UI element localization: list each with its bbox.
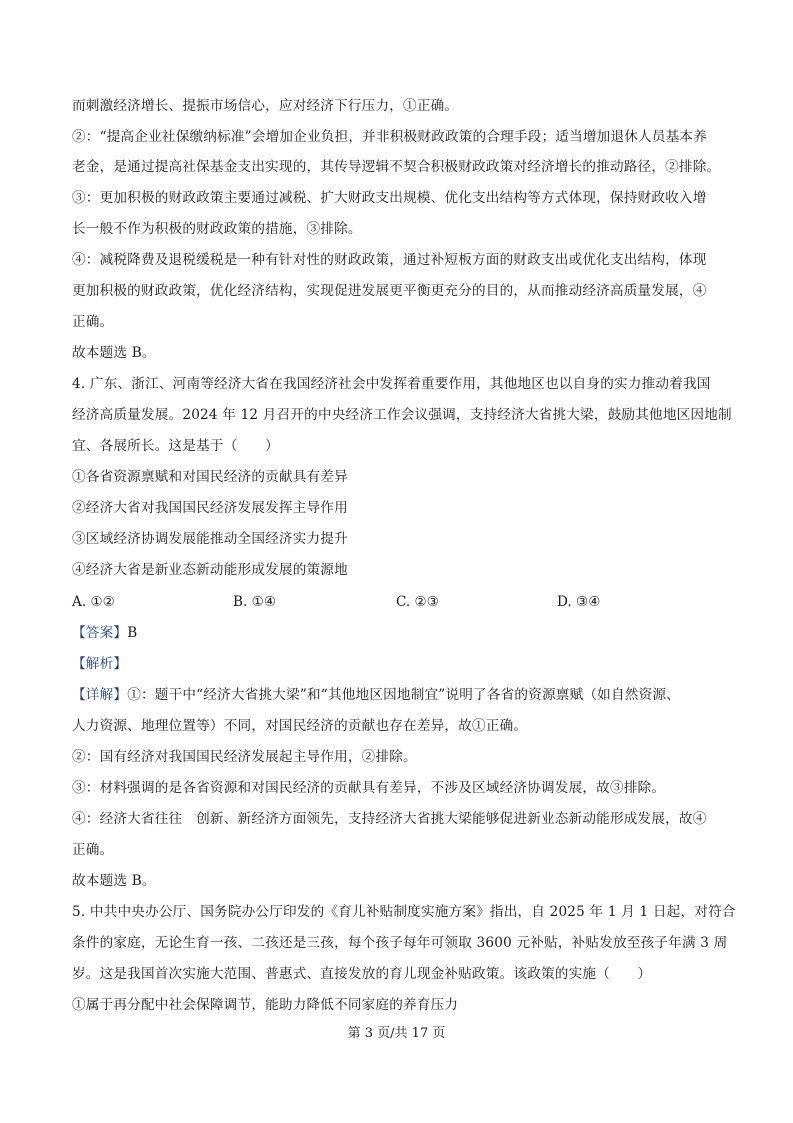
option-a: A. ①② (72, 594, 115, 610)
text-line: ④：经济大省往往 创新、新经济方面领先，支持经济大省挑大梁能够促进新业态新动能形成发展，故④ (72, 811, 707, 827)
statement-3: ③区域经济协调发展能推动全国经济实力提升 (72, 531, 348, 547)
option-c: C. ②③ (396, 594, 439, 610)
text-line: ②：国有经济对我国国民经济发展起主导作用，②排除。 (72, 749, 417, 765)
option-d: D. ③④ (557, 594, 601, 610)
detail-text: ①：题干中“经济大省挑大梁”和“其他地区因地制宜”说明了各省的资源禀赋（如自然资源、 (127, 687, 680, 703)
answer-line (72, 623, 722, 643)
answer-label: 【答案】 (72, 625, 128, 641)
text-line: 人力资源、地理位置等）不同，对国民经济的贡献也存在差异，故①正确。 (72, 718, 528, 734)
text-line: 长一般不作为积极的财政政策的措施，③排除。 (72, 221, 362, 237)
text-line: ④：减税降费及退税缓税是一种有针对性的财政政策，通过补短板方面的财政支出或优化支出结构，体现 (72, 252, 707, 268)
question-4-text: 经济高质量发展。2024 年 12 月召开的中央经济工作会议强调，支持经济大省挑大梁，鼓励其他地区因地制 (72, 407, 732, 423)
question-5-text: 5. 中共中央办公厅、国务院办公厅印发的《育儿补贴制度实施方案》指出，自 2025 年 1 月 1 日起，对符合 (72, 904, 736, 920)
page-footer: 第 3 页/共 17 页 (347, 1026, 446, 1041)
answer-value: B (127, 625, 138, 641)
statement-1: ①属于再分配中社会保障调节，能助力降低不同家庭的养育压力 (72, 997, 459, 1013)
text-line: 正确。 (72, 314, 114, 330)
text-line: ②：“提高企业社保缴纳标准”会增加企业负担，并非积极财政政策的合理手段；适当增加退休人员基本养 (72, 129, 708, 145)
detail-label: 【详解】 (72, 687, 128, 703)
statement-1: ①各省资源禀赋和对国民经济的贡献具有差异 (72, 469, 348, 485)
text-line: 故本题选 B。 (72, 345, 156, 361)
statement-4: ④经济大省是新业态新动能形成发展的策源地 (72, 562, 348, 578)
statement-2: ②经济大省对我国国民经济发展发挥主导作用 (72, 500, 348, 516)
text-line: 正确。 (72, 842, 114, 858)
text-line: 老金，是通过提高社保基金支出实现的，其传导逻辑不契合积极财政政策对经济增长的推动路径，②排除。 (72, 159, 721, 175)
text-line: 更加积极的财政政策，优化经济结构，实现促进发展更平衡更充分的目的，从而推动经济高质量发展，④ (72, 283, 707, 299)
question-5-text: 岁。这是我国首次实施大范围、普惠式、直接发放的育儿现金补贴政策。该政策的实施（ ） (72, 966, 652, 982)
analysis-line (72, 654, 722, 674)
question-4-text: 宜、各展所长。这是基于（ ） (72, 438, 279, 454)
question-5-text: 条件的家庭，无论生育一孩、二孩还是三孩，每个孩子每年可领取 3600 元补贴，补贴发放至孩子年满 3 周 (72, 935, 728, 951)
detail-line (72, 685, 722, 705)
option-b: B. ①④ (233, 594, 277, 610)
text-line: 故本题选 B。 (72, 873, 156, 889)
text-line: ③：更加积极的财政政策主要通过减税、扩大财政支出规模、优化支出结构等方式体现，保持财政收入增 (72, 190, 707, 206)
text-line: ③：材料强调的是各省资源和对国民经济的贡献具有差异，不涉及区域经济协调发展，故③排除。 (72, 780, 666, 796)
analysis-label: 【解析】 (72, 656, 128, 672)
text-line: 而刺激经济增长、提振市场信心，应对经济下行压力，①正确。 (72, 98, 459, 114)
question-4-text: 4. 广东、浙江、河南等经济大省在我国经济社会中发挥着重要作用，其他地区也以自身的实力推动着我国 (72, 376, 711, 392)
